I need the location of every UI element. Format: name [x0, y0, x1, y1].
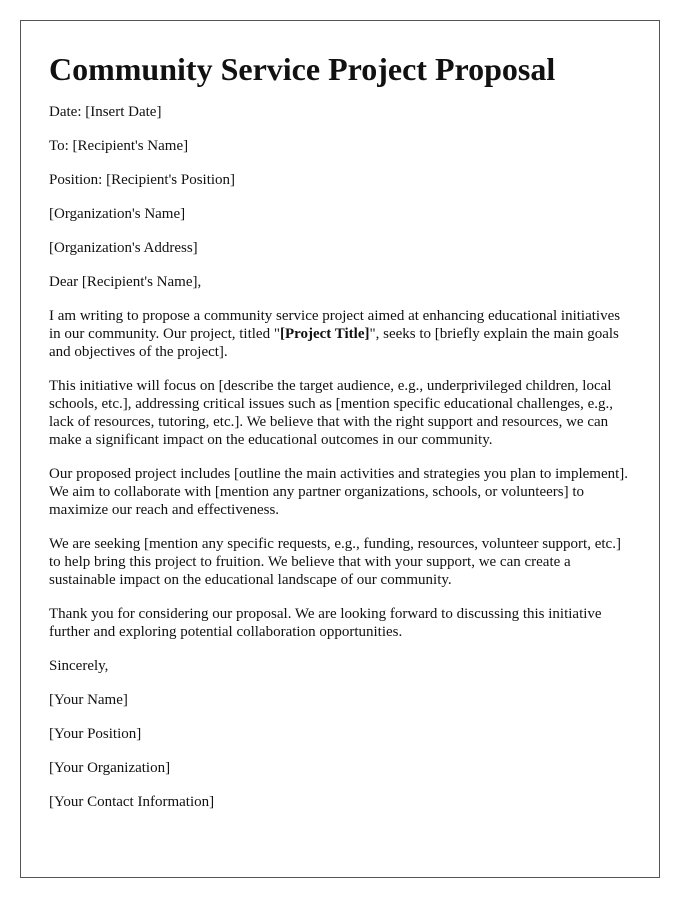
recipient-line: To: [Recipient's Name]	[49, 138, 189, 154]
signature-name: [Your Name]	[49, 692, 128, 708]
body-paragraph-4: We are seeking [mention any specific requests, e.g., funding, resources, volunteer support, etc.] to help bring this project to fruition. We believe that with your support, we can create a sustainable impact on the educational landscape of our community.	[49, 536, 621, 588]
signature-contact: [Your Contact Information]	[49, 794, 215, 810]
paragraph-1-text-end: ", seeks to [briefly explain the main goals and objectives of the project].	[49, 326, 619, 360]
document-title: Community Service Project Proposal	[49, 51, 556, 87]
body-paragraph-5: Thank you for considering our proposal. We are looking forward to discussing this initiative further and exploring potential collaboration opportunities.	[49, 606, 602, 640]
body-paragraph-3: Our proposed project includes [outline the main activities and strategies you plan to implement]. We aim to collaborate with [mention any partner organizations, schools, or volunteers] to maximize our reach and effectiveness.	[49, 466, 629, 518]
closing: Sincerely,	[49, 658, 109, 674]
project-title-placeholder: [Project Title]	[279, 326, 370, 342]
organization-address-line: [Organization's Address]	[49, 240, 198, 256]
letter-page	[20, 20, 660, 878]
recipient-position-line: Position: [Recipient's Position]	[49, 172, 236, 188]
signature-position: [Your Position]	[49, 726, 142, 742]
organization-name-line: [Organization's Name]	[49, 206, 186, 222]
signature-organization: [Your Organization]	[49, 760, 171, 776]
body-paragraph-1	[49, 307, 631, 361]
paragraph-1-text-start: I am writing to propose a community service project aimed at enhancing educational initiatives in our community. Our project, titled "	[49, 308, 621, 342]
salutation: Dear [Recipient's Name],	[49, 274, 202, 290]
date-line: Date: [Insert Date]	[49, 104, 162, 120]
body-paragraph-2: This initiative will focus on [describe the target audience, e.g., underprivileged children, local schools, etc.], addressing critical issues such as [mention specific educational challenges, e.g., lack of resources, tutoring, etc.]. We believe that with the right support and resources, we can make a significant impact on the educational outcomes in our community.	[49, 378, 613, 448]
